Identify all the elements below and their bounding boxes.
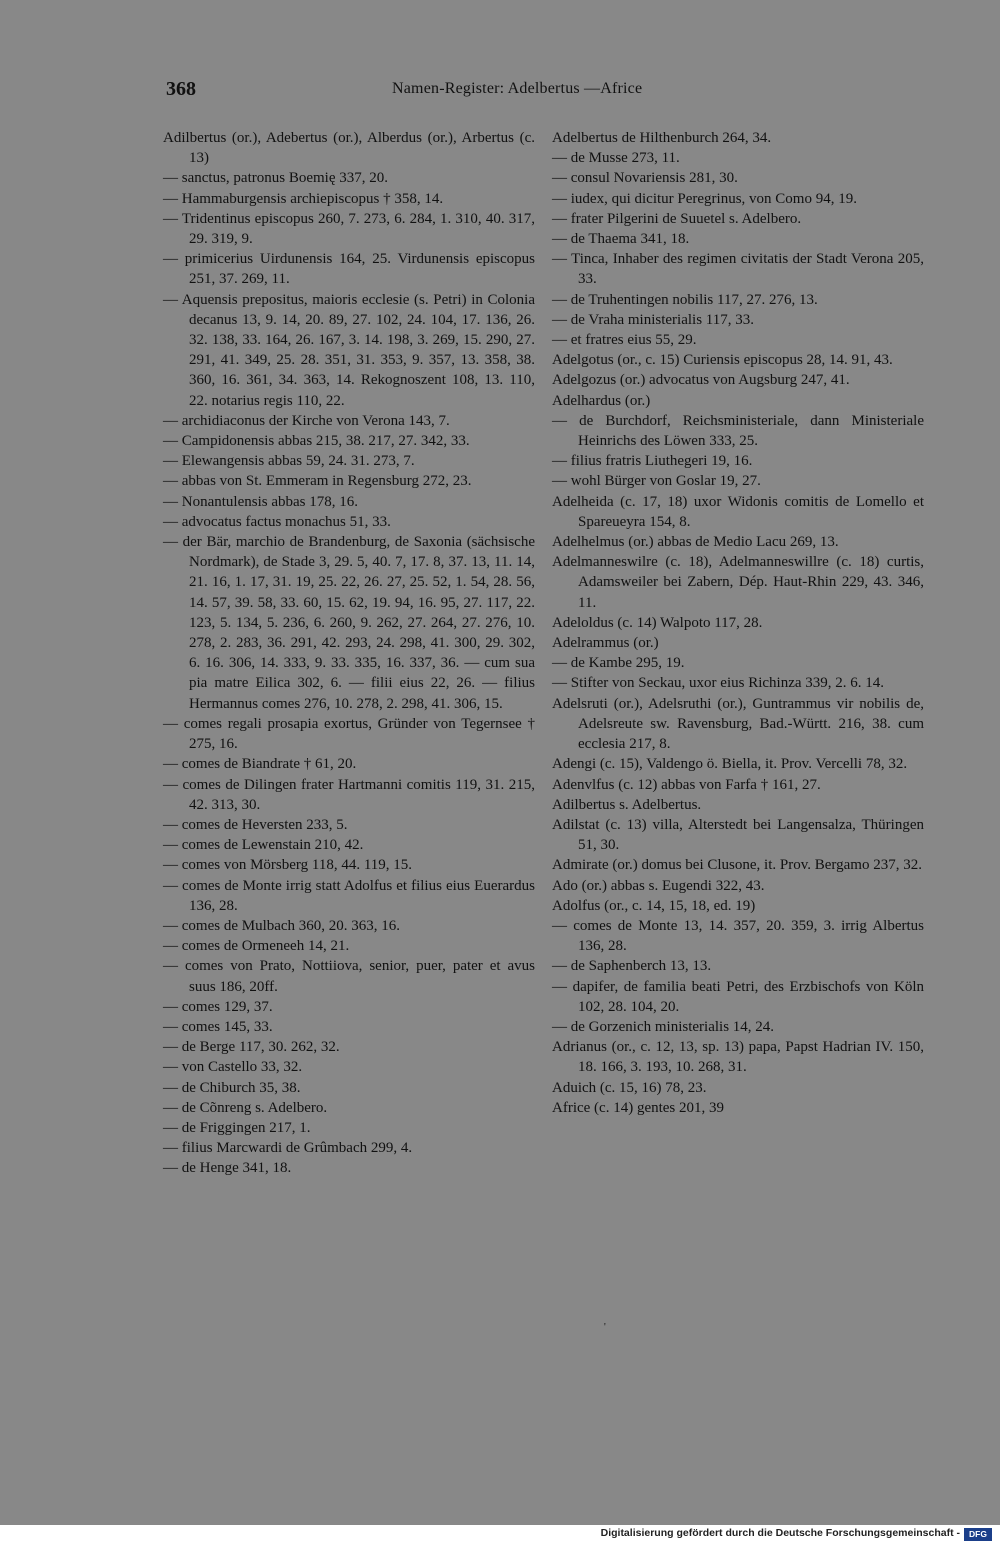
index-entry: Adengi (c. 15), Valdengo ö. Biella, it. Prov. Vercelli 78, 32. bbox=[552, 756, 908, 773]
index-entry: — comes regali prosapia exortus, Gründer von Tegernsee † 275, 16. bbox=[163, 715, 535, 753]
page-header bbox=[0, 78, 1000, 102]
index-entry: Adelmanneswilre (c. 18), Adelmanneswillre (c. 18) curtis, Adamsweiler bei Zabern, Dép. Haut-Rhin 229, 43. 346, 11. bbox=[552, 554, 924, 611]
index-entry: — et fratres eius 55, 29. bbox=[552, 332, 697, 349]
index-entry: — Campidonensis abbas 215, 38. 217, 27. 342, 33. bbox=[163, 433, 470, 450]
index-entry: — de Henge 341, 18. bbox=[163, 1160, 292, 1177]
index-entry: Adenvlfus (c. 12) abbas von Farfa † 161, 27. bbox=[552, 776, 821, 793]
index-entry: — comes de Lewenstain 210, 42. bbox=[163, 837, 364, 854]
index-entry: — sanctus, patronus Boemię 337, 20. bbox=[163, 170, 388, 187]
index-entry: — dapifer, de familia beati Petri, des Erzbischofs von Köln 102, 28. 104, 20. bbox=[552, 978, 924, 1015]
index-entry: — comes de Monte irrig statt Adolfus et filius eius Euerardus 136, 28. bbox=[163, 877, 535, 914]
index-entry: — comes 145, 33. bbox=[163, 1018, 273, 1035]
running-title: Namen-Register: Adelbertus —Africe bbox=[392, 80, 643, 97]
index-entry: — frater Pilgerini de Suuetel s. Adelbero. bbox=[552, 210, 802, 227]
index-entry: Aduich (c. 15, 16) 78, 23. bbox=[552, 1079, 707, 1096]
index-entry: — de Cõnreng s. Adelbero. bbox=[163, 1099, 328, 1116]
index-entry: — Elewangensis abbas 59, 24. 31. 273, 7. bbox=[163, 453, 415, 470]
index-entry: — der Bär, marchio de Brandenburg, de Saxonia (sächsische Nordmark), de Stade 3, 29. 5, 40. 7, 17. 8, 37. 13, 11. 14, 21. 16, 1. 17, 31. 19, 25. 22, 26. 27, 25. 52, 1. 54, 28. 56, 14. 57, 39. 58, 33. 60, 15. 62, 19. 94, 16. 95, 27. 117, 22. 123, 5. 134, 5. 236, 6. 260, 9. 262, 27. 264, 27. 276, 10. 278, 2. 283, 36. 291, 42. 293, 24. 298, 41. 300, 29. 302, 6. 16. 306, 14. 333, 9. 33. 335, 16. 337, 36. — cum sua pia matre Eilica 302, 6. — filii eius 22, 26. — filius Hermannus comes 276, 10. 278, 2. 298, 41. 306, 15. bbox=[163, 534, 535, 712]
index-entry: — de Saphenberch 13, 13. bbox=[552, 958, 712, 975]
index-entry: — Aquensis prepositus, maioris ecclesie (s. Petri) in Colonia decanus 13, 9. 14, 20. 89, 27. 102, 24. 104, 17. 136, 26. 32. 138, 33. 164, 26. 167, 3. 14. 198, 3. 269, 15. 290, 27. 291, 41. 349, 25. 28. 351, 31. 353, 9. 357, 13. 358, 38. 360, 16. 361, 34. 363, 14. Rekognoszent 108, 13. 110, 22. notarius regis 110, 22. bbox=[163, 291, 535, 409]
index-entry: — comes de Ormeneeh 14, 21. bbox=[163, 938, 350, 955]
index-entry: Adeloldus (c. 14) Walpoto 117, 28. bbox=[552, 614, 763, 631]
index-entry: — comes de Heversten 233, 5. bbox=[163, 816, 348, 833]
left-column bbox=[163, 128, 535, 1179]
index-entry: Admirate (or.) domus bei Clusone, it. Prov. Bergamo 237, 32. bbox=[552, 857, 922, 874]
index-entry: Adelsruti (or.), Adelsruthi (or.), Guntrammus vir nobilis de, Adelsreute sw. Ravensburg, Bad.-Württ. 216, 38. cum ecclesia 217, 8. bbox=[552, 695, 924, 753]
index-entry: — comes de Mulbach 360, 20. 363, 16. bbox=[163, 917, 401, 934]
index-entry: — Tinca, Inhaber des regimen civitatis der Stadt Verona 205, 33. bbox=[552, 251, 924, 288]
index-entry: — de Kambe 295, 19. bbox=[552, 655, 685, 672]
index-entry: — comes de Biandrate † 61, 20. bbox=[163, 756, 357, 773]
index-entry: Adelrammus (or.) bbox=[552, 635, 659, 652]
index-entry: — Nonantulensis abbas 178, 16. bbox=[163, 493, 358, 510]
index-entry: — comes von Mörsberg 118, 44. 119, 15. bbox=[163, 857, 413, 874]
index-entry: — de Friggingen 217, 1. bbox=[163, 1119, 311, 1136]
index-entry: — comes de Dilingen frater Hartmanni comitis 119, 31. 215, 42. 313, 30. bbox=[163, 776, 535, 813]
index-entry: — advocatus factus monachus 51, 33. bbox=[163, 513, 391, 530]
footer-credit: Digitalisierung gefördert durch die Deutsche Forschungsgemeinschaft - bbox=[600, 1527, 960, 1539]
index-entry: — de Chiburch 35, 38. bbox=[163, 1079, 301, 1096]
index-entry: — comes von Prato, Nottiiova, senior, puer, pater et avus suus 186, 20ff. bbox=[163, 958, 535, 995]
index-entry: Ado (or.) abbas s. Eugendi 322, 43. bbox=[552, 877, 765, 894]
index-entry: — de Gorzenich ministerialis 14, 24. bbox=[552, 1018, 775, 1035]
index-entry: Adelbertus de Hilthenburch 264, 34. bbox=[552, 130, 772, 146]
index-entry: — de Vraha ministerialis 117, 33. bbox=[552, 311, 754, 328]
index-entry: — filius fratris Liuthegeri 19, 16. bbox=[552, 453, 753, 470]
index-entry: — Stifter von Seckau, uxor eius Richinza 339, 2. 6. 14. bbox=[552, 675, 885, 692]
index-entry: — filius Marcwardi de Grûmbach 299, 4. bbox=[163, 1140, 413, 1157]
index-entry: — Hammaburgensis archiepiscopus † 358, 14. bbox=[163, 190, 444, 207]
index-entry: — comes de Monte 13, 14. 357, 20. 359, 3. irrig Albertus 136, 28. bbox=[552, 917, 924, 955]
index-entry: Adrianus (or., c. 12, 13, sp. 13) papa, Papst Hadrian IV. 150, 18. 166, 3. 193, 10. 268, 31. bbox=[552, 1039, 924, 1076]
index-entry: — wohl Bürger von Goslar 19, 27. bbox=[552, 473, 761, 490]
index-entry: — de Burchdorf, Reichsministeriale, dann Ministeriale Heinrichs des Löwen 333, 25. bbox=[552, 412, 924, 450]
index-entry: — abbas von St. Emmeram in Regensburg 272, 23. bbox=[163, 473, 472, 490]
index-entry: — primicerius Uirdunensis 164, 25. Virdunensis episcopus 251, 37. 269, 11. bbox=[163, 251, 535, 288]
index-entry: Adelgozus (or.) advocatus von Augsburg 247, 41. bbox=[552, 372, 850, 389]
index-entry: — von Castello 33, 32. bbox=[163, 1059, 303, 1076]
index-entry: — de Musse 273, 11. bbox=[552, 150, 680, 167]
dfg-logo: DFG bbox=[964, 1528, 992, 1541]
stray-mark: ' bbox=[604, 1322, 606, 1333]
index-entry: Adilbertus (or.), Adebertus (or.), Alberdus (or.), Arbertus (c. 13) bbox=[163, 130, 535, 167]
index-entry: Adolfus (or., c. 14, 15, 18, ed. 19) bbox=[552, 897, 756, 914]
index-entry: — Tridentinus episcopus 260, 7. 273, 6. 284, 1. 310, 40. 317, 29. 319, 9. bbox=[163, 210, 535, 248]
index-entry: — iudex, qui dicitur Peregrinus, von Como 94, 19. bbox=[552, 190, 857, 207]
right-column bbox=[552, 128, 924, 1118]
index-entry: — de Truhentingen nobilis 117, 27. 276, 13. bbox=[552, 291, 818, 308]
index-entry: — comes 129, 37. bbox=[163, 998, 273, 1015]
index-entry: Adelgotus (or., c. 15) Curiensis episcopus 28, 14. 91, 43. bbox=[552, 352, 893, 369]
index-entry: Adilstat (c. 13) villa, Alterstedt bei Langensalza, Thüringen 51, 30. bbox=[552, 816, 924, 854]
index-entry: — de Thaema 341, 18. bbox=[552, 231, 690, 248]
index-entry: — consul Novariensis 281, 30. bbox=[552, 170, 738, 187]
page-number: 368 bbox=[166, 78, 196, 100]
index-entry: — archidiaconus der Kirche von Verona 143, 7. bbox=[163, 412, 450, 429]
index-entry: Africe (c. 14) gentes 201, 39 bbox=[552, 1099, 725, 1116]
index-entry: Adelheida (c. 17, 18) uxor Widonis comitis de Lomello et Spareueyra 154, 8. bbox=[552, 493, 924, 530]
index-entry: Adelhelmus (or.) abbas de Medio Lacu 269, 13. bbox=[552, 534, 839, 551]
index-entry: Adilbertus s. Adelbertus. bbox=[552, 796, 702, 813]
footer-bar bbox=[0, 1525, 1000, 1544]
index-entry: Adelhardus (or.) bbox=[552, 392, 651, 409]
index-entry: — de Berge 117, 30. 262, 32. bbox=[163, 1039, 340, 1056]
